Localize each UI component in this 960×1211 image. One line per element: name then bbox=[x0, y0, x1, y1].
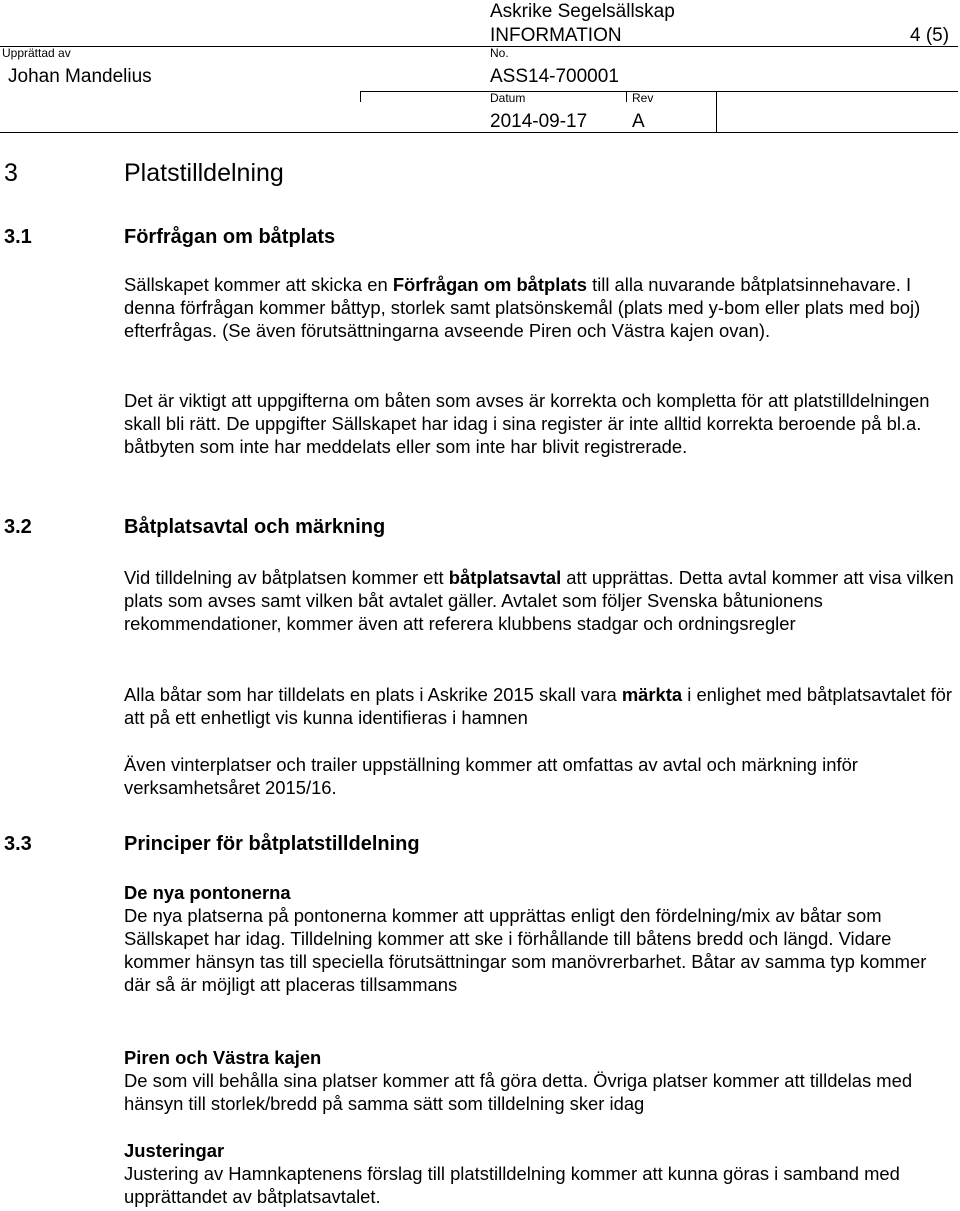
section-3-2-paragraph-1 bbox=[124, 566, 954, 635]
prepared-by-label: Upprättad av bbox=[2, 46, 71, 60]
organization-name: Askrike Segelsällskap bbox=[490, 1, 675, 22]
adjustments-subheading: Justeringar bbox=[124, 1140, 225, 1161]
section-3-2-title: Båtplatsavtal och märkning bbox=[124, 516, 386, 538]
section-3-2-number: 3.2 bbox=[4, 516, 32, 538]
paragraph-text: att upprättas. Detta avtal kommer att visa vilken plats som avses samt vilken båt avtalet gäller. Avtalet som följer Svenska båtunionens rekommendationer, kommer även att referera klubbens stadgar och ordningsregler bbox=[124, 567, 954, 634]
header-tick-rev bbox=[626, 91, 627, 102]
section-3-1-number: 3.1 bbox=[4, 226, 32, 248]
document-number: ASS14-700001 bbox=[490, 66, 619, 87]
header-divider-bottom bbox=[0, 132, 958, 133]
document-type: INFORMATION bbox=[490, 25, 622, 46]
paragraph-text: Vid tilldelning av båtplatsen kommer ett bbox=[124, 567, 449, 588]
prepared-by-value: Johan Mandelius bbox=[8, 66, 152, 87]
paragraph-text: i enlighet med båtplatsavtalet för att på ett enhetligt vis kunna identifieras i hamnen bbox=[124, 684, 953, 728]
header-tick-left bbox=[360, 91, 361, 102]
section-3-2-paragraph-3 bbox=[124, 753, 954, 799]
adjustments-block bbox=[124, 1139, 954, 1208]
page-indicator: 4 (5) bbox=[910, 25, 950, 46]
paragraph-text: Sällskapet kommer att skicka en bbox=[124, 274, 393, 295]
bold-term-batplatsavtal: båtplatsavtal bbox=[448, 567, 562, 588]
number-label: No. bbox=[490, 46, 509, 60]
header-border-right bbox=[716, 91, 717, 132]
paragraph-text: Även vinterplatser och trailer uppställning kommer att omfattas av avtal och märkning inför verksamhetsåret 2015/16. bbox=[124, 754, 858, 798]
header-divider-top bbox=[0, 46, 958, 47]
section-3-1-title: Förfrågan om båtplats bbox=[124, 226, 336, 248]
revision-label: Rev bbox=[632, 91, 654, 105]
adjustments-text: Justering av Hamnkaptenens förslag till platstilldelning kommer att kunna göras i samband med upprättandet av båtplatsavtalet. bbox=[124, 1163, 900, 1207]
document-date: 2014-09-17 bbox=[490, 111, 588, 132]
pontoons-subheading: De nya pontonerna bbox=[124, 882, 291, 903]
document-revision: A bbox=[632, 111, 645, 132]
section-3-title: Platstilldelning bbox=[124, 159, 284, 187]
pier-block bbox=[124, 1046, 954, 1115]
bold-term-forfragan: Förfrågan om båtplats bbox=[392, 274, 587, 295]
date-label: Datum bbox=[490, 91, 526, 105]
section-3-number: 3 bbox=[4, 159, 18, 187]
paragraph-text: till alla nuvarande båtplatsinnehavare. I denna förfrågan kommer båttyp, storlek samt platsönskemål (plats med y-bom eller plats med boj) efterfrågas. (Se även förutsättningarna avseende Piren och Västra kajen ovan). bbox=[124, 274, 921, 341]
section-3-1-paragraph-2 bbox=[124, 389, 954, 458]
pier-subheading: Piren och Västra kajen bbox=[124, 1047, 322, 1068]
section-3-3-title: Principer för båtplatstilldelning bbox=[124, 833, 420, 855]
pontoons-text: De nya platserna på pontonerna kommer att upprättas enligt den fördelning/mix av båtar som Sällskapet har idag. Tilldelning kommer att ske i förhållande till båtens bredd och längd. Vidare kommer hänsyn tas till speciella förutsättningar som manövrerbarhet. Båtar av samma typ kommer där så är möjligt att placeras tillsammans bbox=[124, 905, 927, 995]
header-divider-mid bbox=[360, 91, 958, 92]
paragraph-text: Det är viktigt att uppgifterna om båten som avses är korrekta och kompletta för att platstilldelningen skall bli rätt. De uppgifter Sällskapet har idag i sina register är inte alltid korrekta beroende på bl.a. båtbyten som inte har meddelats eller som inte har blivit registrerade. bbox=[124, 390, 930, 457]
pier-text: De som vill behålla sina platser kommer att få göra detta. Övriga platser kommer att tilldelas med hänsyn till storlek/bredd på samma sätt som tilldelning sker idag bbox=[124, 1070, 913, 1114]
section-3-2-paragraph-2 bbox=[124, 683, 954, 729]
bold-term-markta: märkta bbox=[621, 684, 683, 705]
pontoons-block bbox=[124, 881, 954, 996]
paragraph-text: Alla båtar som har tilldelats en plats i Askrike 2015 skall vara bbox=[124, 684, 622, 705]
section-3-3-number: 3.3 bbox=[4, 833, 32, 855]
section-3-1-paragraph-1 bbox=[124, 273, 954, 342]
